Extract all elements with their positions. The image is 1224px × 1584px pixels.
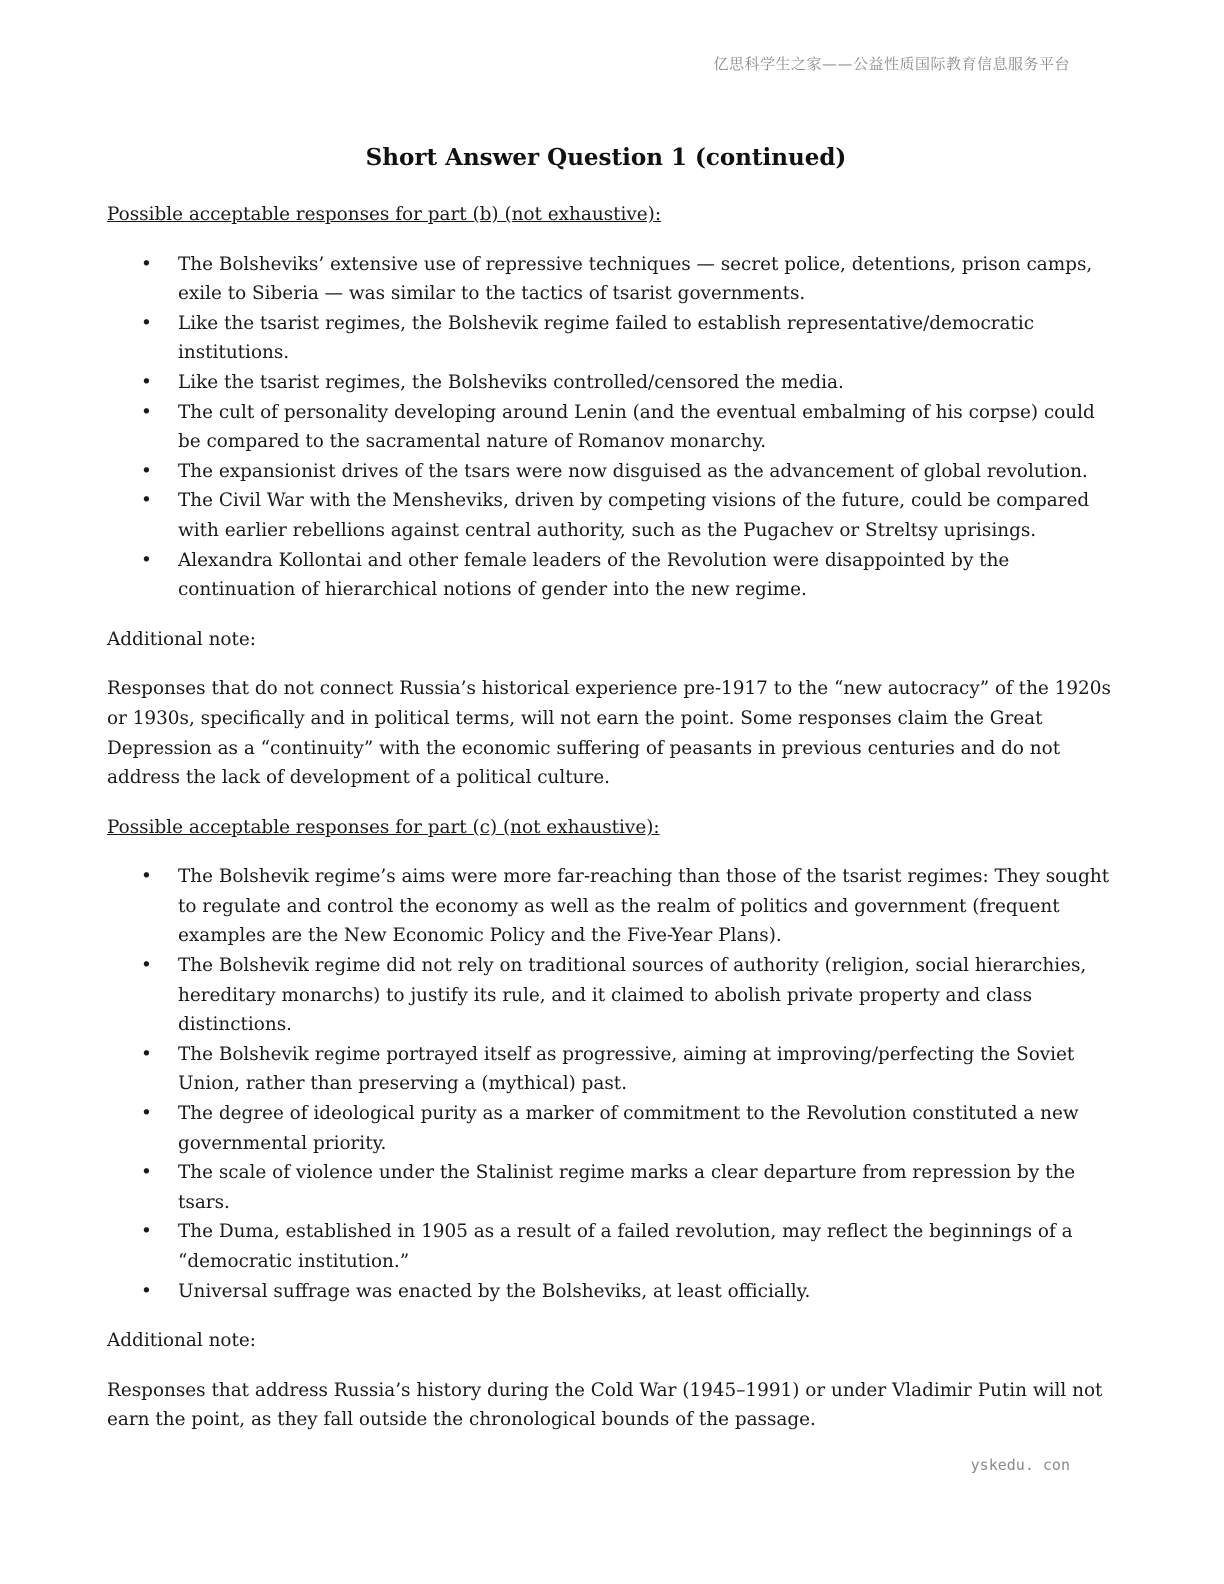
list-item: • The degree of ideological purity as a marker of commitment to the Revolution constituted a new governmental priority.: [107, 1099, 1117, 1158]
part-c-note-text: Responses that address Russia’s history during the Cold War (1945–1991) or under Vladimir Putin will not earn the point, as they fall outside the chronological bounds of the passage.: [107, 1379, 1103, 1431]
list-item: • The Bolshevik regime portrayed itself as progressive, aiming at improving/perfecting the Soviet Union, rather than preserving a (mythical) past.: [107, 1040, 1117, 1099]
part-b-heading-colon: :: [654, 204, 662, 225]
list-item: • The expansionist drives of the tsars were now disguised as the advancement of global revolution.: [107, 457, 1117, 487]
document-body: [107, 200, 1117, 1455]
page-title: Short Answer Question 1 (continued): [365, 144, 847, 171]
list-item: • The Bolsheviks’ extensive use of repressive techniques — secret police, detentions, prison camps, exile to Siberia — was similar to the tactics of tsarist governments.: [107, 250, 1117, 309]
list-item: • Like the tsarist regimes, the Bolsheviks controlled/censored the media.: [107, 368, 1117, 398]
list-item: • The Bolshevik regime did not rely on traditional sources of authority (religion, social hierarchies, hereditary monarchs) to justify its rule, and it claimed to abolish private property and class distinctions.: [107, 951, 1117, 1040]
part-c-heading-colon: :: [653, 816, 660, 838]
part-b-note-label: Additional note:: [107, 628, 256, 650]
part-b-list: [107, 250, 1117, 605]
list-item: • The Duma, established in 1905 as a result of a failed revolution, may reflect the beginnings of a “democratic institution.”: [107, 1217, 1117, 1276]
part-b-heading-text: Possible acceptable responses for part (b) (not exhaustive): [107, 204, 655, 225]
list-item: • Universal suffrage was enacted by the Bolsheviks, at least officially.: [107, 1277, 1117, 1307]
header-watermark: 亿思科学生之家——公益性质国际教育信息服务平台: [713, 55, 1070, 73]
list-item: • Alexandra Kollontai and other female leaders of the Revolution were disappointed by the continuation of hierarchical notions of gender into the new regime.: [107, 546, 1117, 605]
part-c-heading: [107, 813, 1117, 843]
list-item: • The scale of violence under the Stalinist regime marks a clear departure from repression by the tsars.: [107, 1158, 1117, 1217]
footer-watermark: yskedu. con: [970, 1456, 1070, 1474]
part-c-list: [107, 862, 1117, 1306]
part-c-heading-text: Possible acceptable responses for part (c) (not exhaustive): [107, 816, 654, 838]
list-item: • Like the tsarist regimes, the Bolshevik regime failed to establish representative/democratic institutions.: [107, 309, 1117, 368]
part-b-heading: [107, 200, 1117, 230]
part-c-note-label: Additional note:: [107, 1330, 256, 1352]
list-item: • The Civil War with the Mensheviks, driven by competing visions of the future, could be compared with earlier rebellions against central authority, such as the Pugachev or Streltsy uprisings.: [107, 486, 1117, 545]
part-b-note-text: Responses that do not connect Russia’s historical experience pre-1917 to the “new autocracy” of the 1920s or 1930s, specifically and in political terms, will not earn the point. Some responses claim the Great Depression as a “continuity” with the economic suffering of peasants in previous centuries and do not address the lack of development of a political culture.: [107, 678, 1111, 789]
list-item: • The cult of personality developing around Lenin (and the eventual embalming of his corpse) could be compared to the sacramental nature of Romanov monarchy.: [107, 398, 1117, 457]
list-item: • The Bolshevik regime’s aims were more far-reaching than those of the tsarist regimes: They sought to regulate and control the economy as well as the realm of politics and government (frequent examples are the New Economic Policy and the Five-Year Plans).: [107, 862, 1117, 951]
